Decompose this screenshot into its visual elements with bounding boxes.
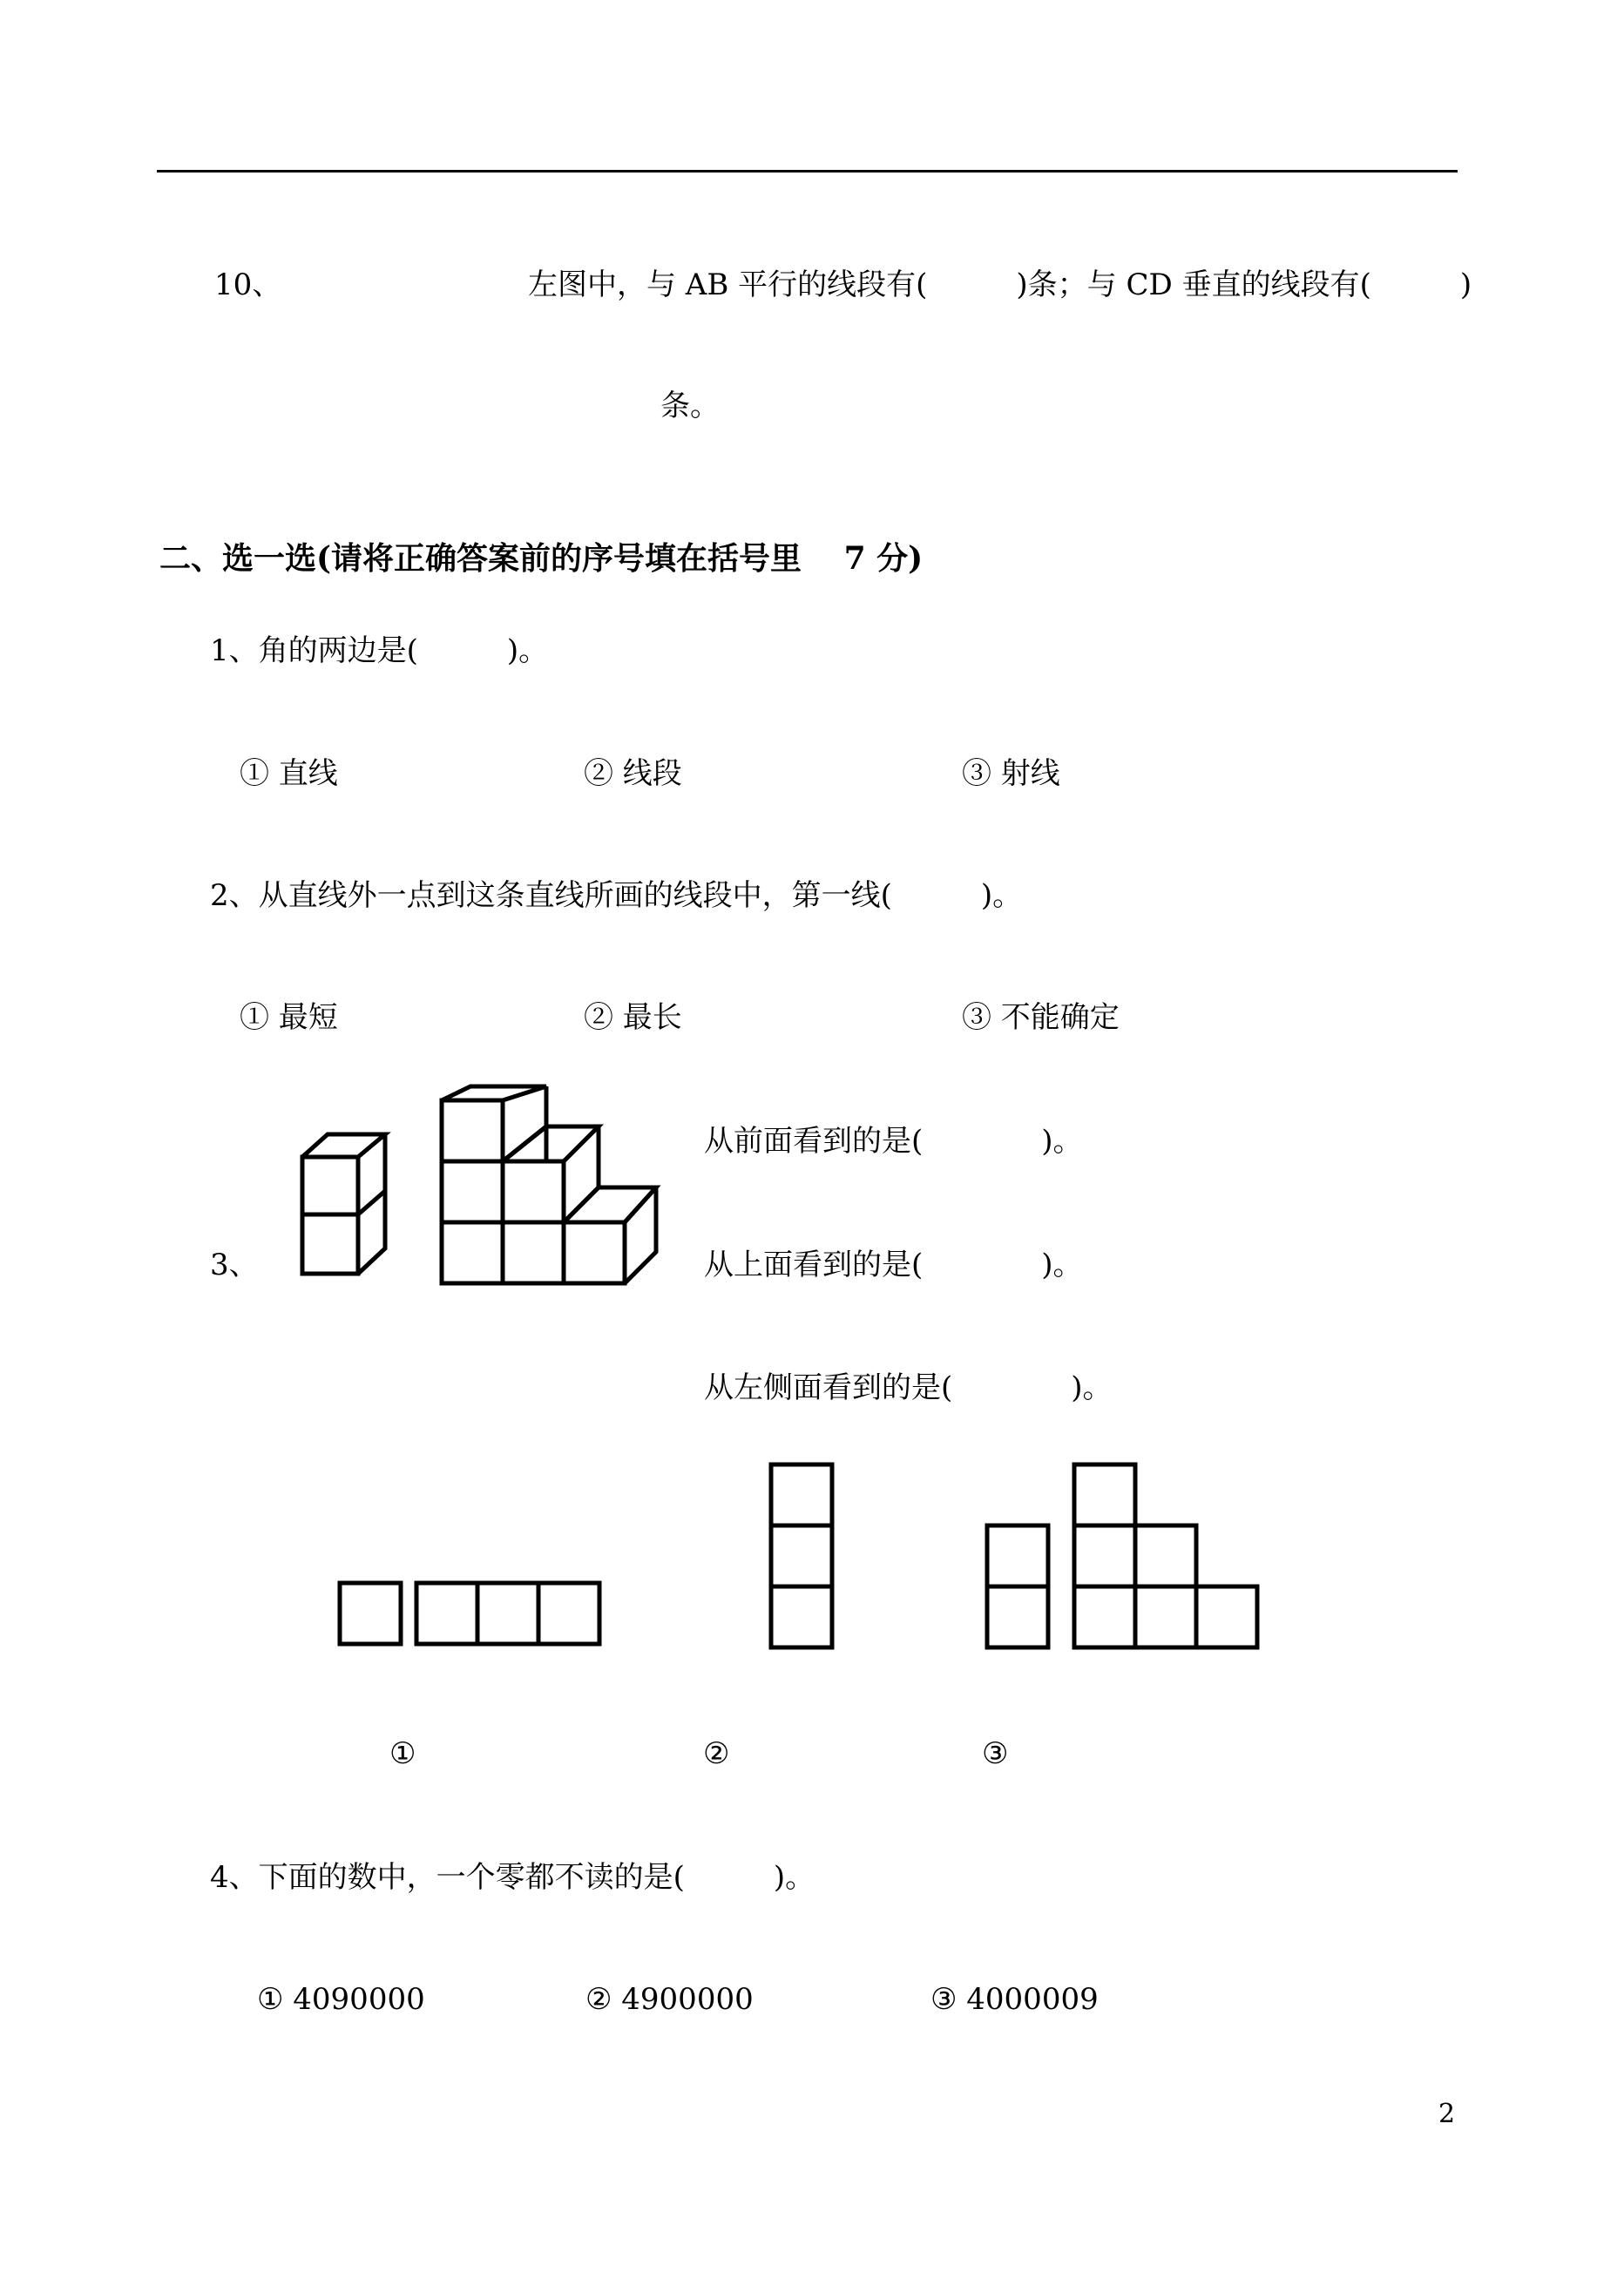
q4-option-2[interactable]: ② 4900000	[585, 1982, 754, 2017]
q2-option-3[interactable]: ③ 不能确定	[962, 1000, 1120, 1035]
q10-line2: 条。	[660, 389, 720, 423]
q1-option-1[interactable]: ① 直线	[240, 756, 338, 791]
q3-option-1-figure	[335, 1579, 606, 1648]
cube-figure-right	[436, 1080, 662, 1289]
q2-option-1[interactable]: ① 最短	[240, 1000, 338, 1035]
page-number: 2	[1438, 2099, 1456, 2129]
q3-option-3-label[interactable]: ③	[982, 1736, 1009, 1771]
q4-text: 4、下面的数中，一个零都不读的是( )。	[210, 1860, 815, 1895]
q1-text: 1、角的两边是( )。	[210, 633, 549, 668]
q3-side-view: 从左侧面看到的是( )。	[704, 1370, 1113, 1405]
q3-option-3-figure	[983, 1460, 1262, 1652]
q4-option-1[interactable]: ① 4090000	[257, 1982, 425, 2017]
q3-number: 3、	[210, 1248, 259, 1282]
q10-number: 10、	[214, 267, 282, 302]
section-2-title: 二、选一选(请将正确答案前的序号填在括号里 7 分)	[159, 540, 924, 577]
q3-option-2-label[interactable]: ②	[703, 1736, 730, 1771]
q3-option-2-figure	[767, 1460, 836, 1652]
header-rule	[157, 170, 1458, 172]
q2-text: 2、从直线外一点到这条直线所画的线段中，第一线( )。	[210, 878, 1023, 913]
q4-option-3[interactable]: ③ 4000009	[930, 1982, 1099, 2017]
q3-top-view: 从上面看到的是( )。	[704, 1248, 1083, 1282]
q10-line1: 左图中，与 AB 平行的线段有( )条；与 CD 垂直的线段有( )	[528, 267, 1472, 302]
q3-front-view: 从前面看到的是( )。	[704, 1124, 1083, 1159]
cube-figure-left	[296, 1128, 401, 1281]
q1-option-3[interactable]: ③ 射线	[962, 756, 1060, 791]
q3-option-1-label[interactable]: ①	[389, 1736, 416, 1771]
q1-option-2[interactable]: ② 线段	[584, 756, 682, 791]
q2-option-2[interactable]: ② 最长	[584, 1000, 682, 1035]
